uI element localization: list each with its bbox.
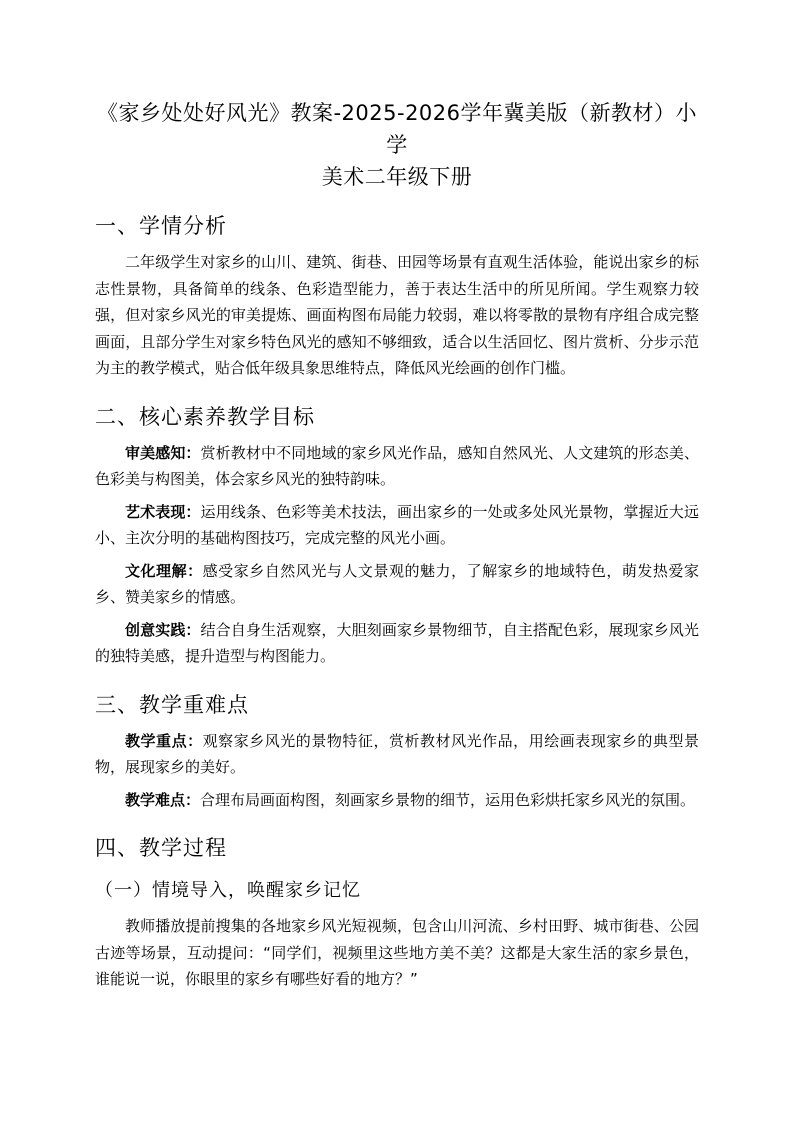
goal-text: 感受家乡自然风光与人文景观的魅力，了解家乡的地域特色，萌发热爱家乡、赞美家乡的情感。 xyxy=(95,561,699,606)
section-heading: 三、教学重难点 xyxy=(95,692,249,717)
goal-item xyxy=(95,499,699,552)
document-page xyxy=(95,97,699,1013)
goal-item xyxy=(95,558,699,611)
section-paragraph: 二年级学生对家乡的山川、建筑、街巷、田园等场景有直观生活体验，能说出家乡的标志性景物，具备简单的线条、色彩造型能力，善于表达生活中的所见所闻。学生观察力较强，但对家乡风光的审美提炼、画面构图布局能力较弱，难以将零散的景物有序组合成完整画面，且部分学生对家乡特色风光的感知不够细致，适合以生活回忆、图片赏析、分步示范为主的教学模式，贴合低年级具象思维特点，降低风光绘画的创作门槛。 xyxy=(95,253,699,377)
difficult-point-item xyxy=(95,787,699,814)
goal-label: 文化理解： xyxy=(125,561,203,580)
section-heading: 一、学情分析 xyxy=(95,214,227,238)
goal-label: 创意实践： xyxy=(125,620,201,639)
goal-label: 审美感知： xyxy=(125,443,201,462)
key-point-label: 教学重点： xyxy=(125,731,203,750)
goal-item xyxy=(95,617,699,670)
document-title xyxy=(95,97,699,193)
section-teaching-process xyxy=(95,833,699,993)
title-line-1: 《家乡处处好风光》教案-2025-2026学年冀美版（新教材）小学 xyxy=(96,101,698,157)
section-teaching-goals xyxy=(95,402,699,670)
goal-text: 赏析教材中不同地域的家乡风光作品，感知自然风光、人文建筑的形态美、色彩美与构图美，体会家乡风光的独特韵味。 xyxy=(95,443,699,488)
title-line-2: 美术二年级下册 xyxy=(321,165,473,189)
subsection-paragraph: 教师播放提前搜集的各地家乡风光短视频，包含山川河流、乡村田野、城市街巷、公园古迹等场景，互动提问：“同学们，视频里这些地方美不美？这都是大家生活的家乡景色，谁能说一说，你眼里的家乡有哪些好看的地方？” xyxy=(95,917,699,988)
section-key-difficult-points xyxy=(95,690,699,814)
difficult-point-label: 教学难点： xyxy=(125,790,201,809)
goal-item xyxy=(95,440,699,493)
difficult-point-text: 合理布局画面构图，刻画家乡景物的细节，运用色彩烘托家乡风光的氛围。 xyxy=(200,790,696,809)
section-heading: 二、核心素养教学目标 xyxy=(95,404,315,429)
goal-label: 艺术表现： xyxy=(125,502,201,521)
subsection-heading: （一）情境导入，唤醒家乡记忆 xyxy=(95,880,361,901)
key-point-text: 观察家乡风光的景物特征，赏析教材风光作品，用绘画表现家乡的典型景物，展现家乡的美好。 xyxy=(95,731,699,776)
goal-text: 结合自身生活观察，大胆刻画家乡景物细节，自主搭配色彩，展现家乡风光的独特美感，提升造型与构图能力。 xyxy=(95,620,699,665)
goal-text: 运用线条、色彩等美术技法，画出家乡的一处或多处风光景物，掌握近大远小、主次分明的基础构图技巧，完成完整的风光小画。 xyxy=(95,502,699,547)
key-point-item xyxy=(95,728,699,781)
section-heading: 四、教学过程 xyxy=(95,836,227,860)
section-learning-analysis xyxy=(95,211,699,382)
